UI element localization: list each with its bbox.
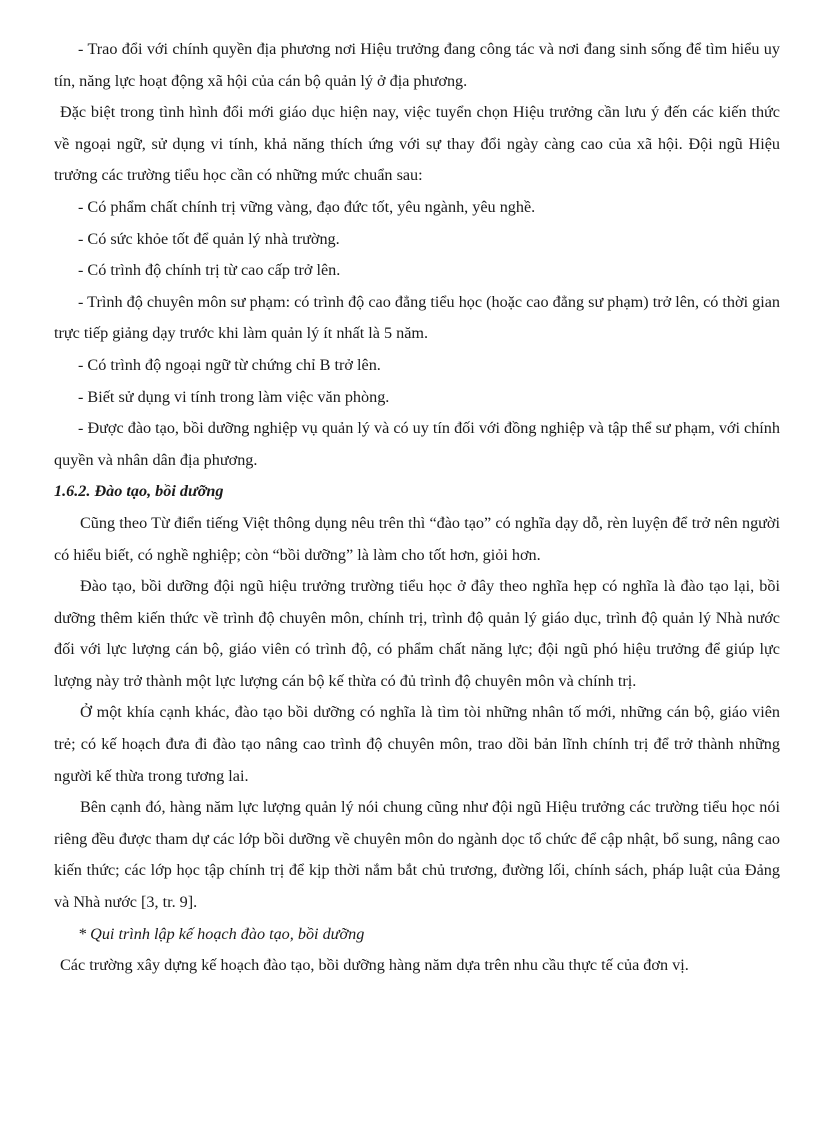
list-item-health: - Có sức khỏe tốt để quản lý nhà trường. <box>78 229 340 248</box>
list-item-political: - Có phẩm chất chính trị vững vàng, đạo đức tốt, yêu ngành, yêu nghề. <box>78 197 536 216</box>
subheading-planning-process: * Qui trình lập kế hoạch đào tạo, bồi dưỡng <box>78 924 365 943</box>
list-item-political-level: - Có trình độ chính trị từ cao cấp trở lên. <box>78 261 341 280</box>
paragraph-other-aspect: Ở một khía cạnh khác, đào tạo bồi dưỡng có nghĩa là tìm tòi những nhân tố mới, những cán bộ, giáo viên trẻ; có kế hoạch đưa đi đào tạo nâng cao trình độ chuyên môn, trao dồi bản lĩnh chính trị để trở thành những người kế thừa trong tương lai. <box>54 703 780 785</box>
paragraph-local-authority: - Trao đổi với chính quyền địa phương nơi Hiệu trưởng đang công tác và nơi đang sinh sống để tìm hiểu uy tín, năng lực hoạt động xã hội của cán bộ quản lý ở địa phương. <box>54 40 780 90</box>
paragraph-annual-training: Bên cạnh đó, hàng năm lực lượng quản lý nói chung cũng như đội ngũ Hiệu trưởng các trường tiểu học nói riêng đều được tham dự các lớp bồi dưỡng về chuyên môn do ngành dọc tổ chức để cập nhật, bổ sung, nâng cao kiến thức; các lớp học tập chính trị để kịp thời nắm bắt chủ trương, đường lối, chính sách, pháp luật của Đảng và Nhà nước [3, tr. 9]. <box>54 798 780 912</box>
list-item-language: - Có trình độ ngoại ngữ từ chứng chỉ B trở lên. <box>78 355 381 374</box>
paragraph-definition: Cũng theo Từ điển tiếng Việt thông dụng nêu trên thì “đào tạo” có nghĩa dạy dỗ, rèn luyện để trở nên người có hiểu biết, có nghề nghiệp; còn “bồi dưỡng” là làm cho tốt hơn, giỏi hơn. <box>54 513 780 564</box>
document-page <box>54 34 780 982</box>
paragraph-narrow-meaning: Đào tạo, bồi dưỡng đội ngũ hiệu trưởng trường tiểu học ở đây theo nghĩa hẹp có nghĩa là đào tạo lại, bồi dưỡng thêm kiến thức về trình độ chuyên môn, chính trị, trình độ quản lý giáo dục, trình độ quản lý Nhà nước đối với lực lượng cán bộ, giáo viên có trình độ, có phẩm chất năng lực; đội ngũ phó hiệu trưởng để giúp lực lượng này trở thành một lực lượng cán bộ kế thừa có đủ trình độ chuyên môn và chính trị. <box>54 577 780 690</box>
paragraph-requirements-intro: Đặc biệt trong tình hình đổi mới giáo dục hiện nay, việc tuyển chọn Hiệu trưởng cần lưu ý đến các kiến thức về ngoại ngữ, sử dụng vi tính, khả năng thích ứng với sự thay đổi ngày càng cao của xã hội. Đội ngũ Hiệu trưởng các trường tiểu học cần có những mức chuẩn sau: <box>54 103 780 185</box>
list-item-professional: - Trình độ chuyên môn sư phạm: có trình độ cao đẳng tiểu học (hoặc cao đẳng sư phạm) trở lên, có thời gian trực tiếp giảng dạy trước khi làm quản lý ít nhất là 5 năm. <box>54 292 780 343</box>
list-item-computer: - Biết sử dụng vi tính trong làm việc văn phòng. <box>78 387 390 406</box>
paragraph-closing: Các trường xây dựng kế hoạch đào tạo, bồi dưỡng hàng năm dựa trên nhu cầu thực tế của đơn vị. <box>60 956 689 975</box>
section-heading: 1.6.2. Đào tạo, bồi dưỡng <box>54 482 224 501</box>
list-item-training: - Được đào tạo, bồi dưỡng nghiệp vụ quản lý và có uy tín đối với đồng nghiệp và tập thể sư phạm, với chính quyền và nhân dân địa phương. <box>54 419 780 469</box>
